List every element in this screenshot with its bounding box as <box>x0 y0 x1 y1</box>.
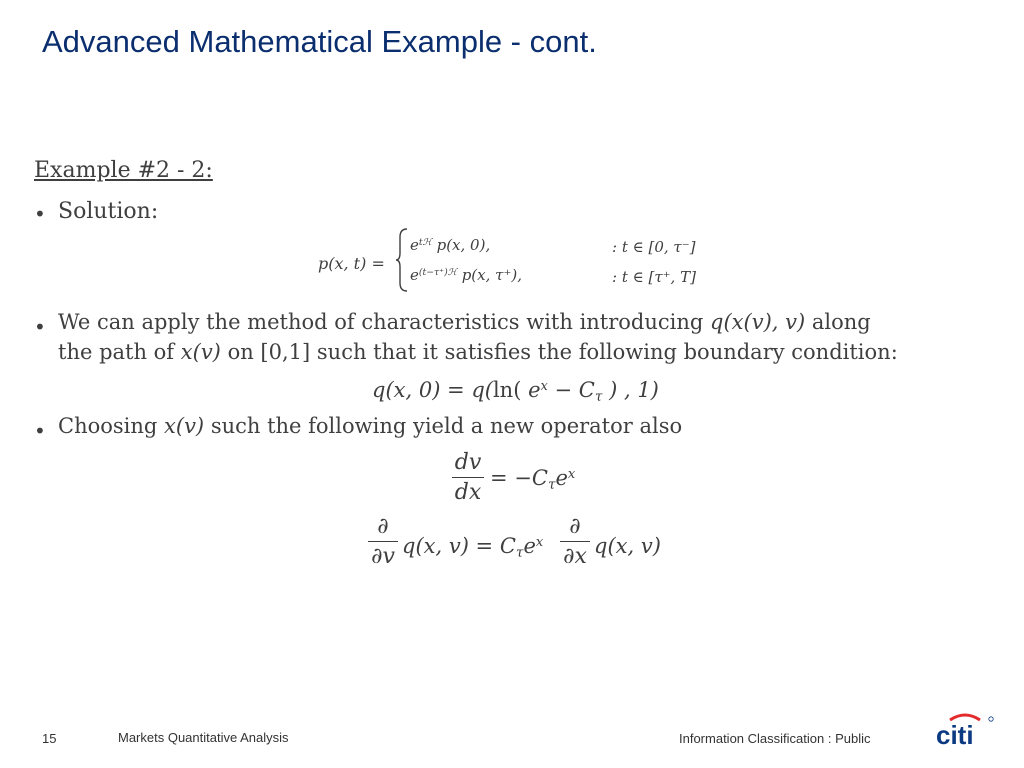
bullet-characteristics-line2: the path of x(v) on [0,1] such that it satisfies the following boundary condition: <box>58 340 898 364</box>
pde-rhs: q(x, v) <box>594 534 661 558</box>
piece2-condition: : t ∈ [τ⁺, T] <box>612 268 696 286</box>
pde-middle: q(x, $v) = C_\tau e^x$ <box>402 534 544 562</box>
piece1-expression: $e^{tℋ}$ p(x, 0), <box>410 236 491 254</box>
bullet-choosing: Choosing x(v) such the following yield a new operator also <box>58 414 683 438</box>
footer-classification: Information Classification : Public <box>679 731 871 746</box>
slide-title: Advanced Mathematical Example - cont. <box>42 24 597 59</box>
bullet-characteristics-line1: We can apply the method of characteristics with introducing q(x(v), v) along <box>58 310 871 334</box>
piecewise-lhs: p(x, t) = <box>318 254 385 273</box>
bullet-marker: • <box>34 315 46 339</box>
bullet-marker: • <box>34 202 46 226</box>
bullet-marker: • <box>34 419 46 443</box>
example-heading: Example #2 - 2: <box>34 158 213 183</box>
svg-text:citi: citi <box>936 720 974 748</box>
left-brace <box>395 227 409 293</box>
citi-logo <box>934 712 996 748</box>
footer-department: Markets Quantitative Analysis <box>118 730 289 745</box>
piece2-expression: $e^{(t-\tau^+)ℋ}$ p(x, τ⁺), <box>410 266 522 284</box>
fraction-partial-v: ∂ ∂v <box>368 514 398 569</box>
fraction-dv-dx: dv dx <box>452 450 484 505</box>
fraction-partial-x: ∂ ∂x <box>560 514 590 569</box>
bullet-solution: Solution: <box>58 199 159 224</box>
boundary-condition-equation: q(x, 0) = q(ln( $e^x - C_\tau$ ) , 1) <box>372 378 659 406</box>
ode-rhs: = $-C_\tau e^x$ <box>490 466 576 494</box>
piece1-condition: : t ∈ [0, τ⁻] <box>612 238 696 256</box>
page-number: 15 <box>42 731 57 746</box>
